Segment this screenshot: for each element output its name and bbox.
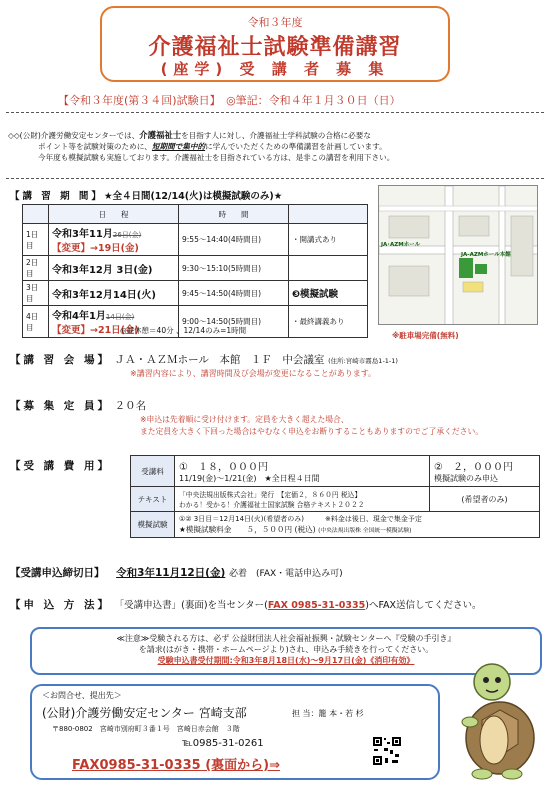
notice-deadline: 受験申込書受付期間:令和3年8月18日(水)～9月17日(金)《消印有効》 (157, 656, 415, 665)
venue-label: 【講 習 会 場】 (10, 354, 111, 366)
contact-box (30, 684, 440, 780)
fees-heading (10, 458, 111, 473)
time-cell: 9:55～14:40(4時間目) (179, 224, 289, 256)
intro-text: ポイント等を試験対策のために、 (38, 142, 152, 151)
time-cell: 9:00～14:50(5時間目) (179, 306, 289, 338)
year-label: 令和３年度 (247, 16, 303, 29)
contact-fax: FAX0985-31-0335 (裏面から)⇒ (72, 758, 281, 773)
intro-highlight: 介護福祉士 (139, 130, 182, 140)
mock-line: ①② 3日目＝12月14日(火)(希望者のみ) ※料金は後日、現金で集金予定 (179, 515, 422, 523)
page-subtitle: (座学) 受 講 者 募 集 (160, 60, 390, 78)
mock-line: ★模擬試験料金 ５，５００円 (税込) (179, 525, 316, 534)
table-row (131, 487, 540, 512)
intro-text: に学んでいただくための準備講習を計画しています。 (205, 142, 387, 151)
table-header-cell (289, 205, 368, 224)
fee1-amount: ① １８，０００円 (179, 462, 268, 473)
table-row (131, 512, 540, 538)
day-cell: 2日目 (23, 256, 49, 281)
capacity-note: ※申込は先着順に受け付けます。定員を大きく超えた場合、 (140, 415, 349, 424)
date-cell: 令和3年12月 3日(金) (49, 256, 179, 281)
notice-line: ≪注意≫受験される方は、必ず 公益財団法人社会福祉振興・試験センターへ『受験の手引き』 (116, 634, 456, 643)
venue-value: ＪＡ・ＡＺＭホール 本館 １Ｆ 中会議室 (114, 354, 325, 366)
fee2-cell (430, 456, 540, 487)
changed-date: 【変更】→21日(金) (52, 325, 139, 336)
capacity-label: 【募 集 定 員】 (10, 400, 111, 412)
deadline-heading (10, 565, 343, 580)
notice-line: を請求(はがき・携帯・ホームページより)され、申込み手続きを行ってください。 (138, 645, 434, 654)
method-label: 【申 込 方 法】 (10, 599, 111, 611)
intro-text: を目指す人に対し、介護福祉士学科試験の合格に必要な (181, 131, 371, 140)
table-row (23, 224, 368, 256)
venue-address: (住所:宮崎市霧島1-1-1) (328, 357, 398, 365)
map-label: JA･AZMホール (381, 242, 421, 248)
capacity-value: ２０名 (114, 400, 147, 412)
qr-code-icon (372, 736, 402, 766)
table-header-cell (23, 205, 49, 224)
text-detail: わかる！受かる！介護福祉士国家試験 合格テキスト２０２２ (179, 501, 365, 509)
day-cell: 4日目 (23, 306, 49, 338)
mock-label-cell: 模擬試験 (131, 512, 175, 538)
schedule-table (22, 204, 368, 338)
date-text: 令和3年11月 (52, 229, 113, 240)
intro-emphasis: 短期間で集中的 (151, 142, 206, 151)
method-text: )へFAX送信してください。 (365, 600, 482, 611)
method-heading (10, 597, 482, 612)
deadline-note: 必着 (FAX・電話申込み可) (228, 569, 343, 579)
venue-map (378, 185, 538, 325)
time-cell: 9:45～14:50(4時間目) (179, 281, 289, 306)
mock-note: (中央法規出版株 全国統一模擬試験) (318, 528, 412, 534)
deadline-label: 【受講申込締切日】 (10, 567, 105, 579)
contact-address: 〒880-0802 宮崎市別府町３番１号 宮崎日赤会館 ３階 (52, 725, 240, 733)
note-cell: ・最終講義あり (289, 306, 368, 338)
note-cell: ❸模擬試験 (289, 281, 368, 306)
old-date: 26日(金) (112, 231, 142, 239)
parking-note: ※駐車場完備(無料) (392, 331, 459, 340)
table-header-cell: 時 間 (179, 205, 289, 224)
changed-date: 【変更】→19日(金) (52, 243, 139, 254)
contact-org: (公財)介護労働安定センター 宮崎支部 (42, 706, 247, 720)
fee2-amount: ② ２，０００円 (434, 462, 513, 473)
venue-note: ※講習内容により、講習時間及び会場が変更になることがあります。 (130, 369, 377, 378)
fee1-cell (175, 456, 430, 487)
intro-text: ◇◇(公財)介護労働安定センターでは、 (8, 131, 140, 140)
exam-date-line: 【令和３年度(第３４回)試験日】 ◎筆記：令和４年１月３０日（日） (58, 94, 401, 107)
date-cell (49, 224, 179, 256)
note-cell: ・開講式あり (289, 224, 368, 256)
divider (6, 178, 544, 179)
mock-detail-cell (175, 512, 540, 538)
break-note: ◎昼休憩＝40分 、12/14のみ=1時間 (120, 326, 247, 335)
table-row (131, 456, 540, 487)
day-cell: 3日目 (23, 281, 49, 306)
text-detail-cell (175, 487, 430, 512)
note-cell (289, 256, 368, 281)
contact-staff: 担 当：籠 本・若 杉 (292, 709, 364, 718)
intro-paragraph (8, 130, 544, 163)
time-cell: 9:30～15:10(5時間目) (179, 256, 289, 281)
map-graphic (379, 186, 538, 325)
title-box (100, 6, 450, 82)
table-row (23, 256, 368, 281)
period-heading (10, 188, 282, 202)
divider (6, 112, 544, 113)
fees-table (130, 455, 540, 538)
period-label: 【講 習 期 間】 (10, 191, 104, 202)
fee1-detail: 11/19(金)～1/21(金) ★全日程４日間 (179, 474, 320, 483)
old-date: 14日(金) (105, 313, 135, 321)
date-text: 令和4年1月 (52, 311, 106, 322)
intro-text: 今年度も模擬試験も実施しております。介護福祉士を目指されている方は、是非この講習を利用下さい。 (38, 153, 395, 162)
map-label: JA-AZMホール本館 (461, 252, 511, 258)
text-note-cell: (希望者のみ) (430, 487, 540, 512)
deadline-value: 令和3年11月12日(金) (116, 567, 226, 579)
text-detail: 「中央法規出版株式会社」発行 【定価２，８６０円 税込】 (179, 491, 362, 499)
day-cell: 1日目 (23, 224, 49, 256)
capacity-heading (10, 398, 146, 413)
turtle-mascot-icon (452, 660, 544, 782)
fax-number: FAX 0985-31-0335 (267, 600, 366, 611)
fee2-detail: 模擬試験のみ申込 (434, 474, 498, 483)
venue-heading (10, 352, 398, 367)
fees-label: 【受 講 費 用】 (10, 460, 111, 472)
table-header-row (23, 205, 368, 224)
contact-header: ＜お問合せ、提出先＞ (42, 691, 122, 700)
table-header-cell: 日 程 (49, 205, 179, 224)
method-text: 「受講申込書」(裏面)を当センター( (114, 600, 268, 611)
capacity-note: また定員を大きく下回った場合はやむなく申込をお断りすることもありますのでご了承ください。 (140, 427, 484, 436)
fee-label-cell: 受講料 (131, 456, 175, 487)
period-note: ★全４日間(12/14(火)は模擬試験のみ)★ (103, 191, 283, 202)
contact-tel: ℡0985-31-0261 (182, 738, 264, 749)
page-title: 介護福祉士試験準備講習 (148, 35, 402, 60)
text-label-cell: テキスト (131, 487, 175, 512)
date-cell: 令和3年12月14日(火) (49, 281, 179, 306)
table-row (23, 281, 368, 306)
